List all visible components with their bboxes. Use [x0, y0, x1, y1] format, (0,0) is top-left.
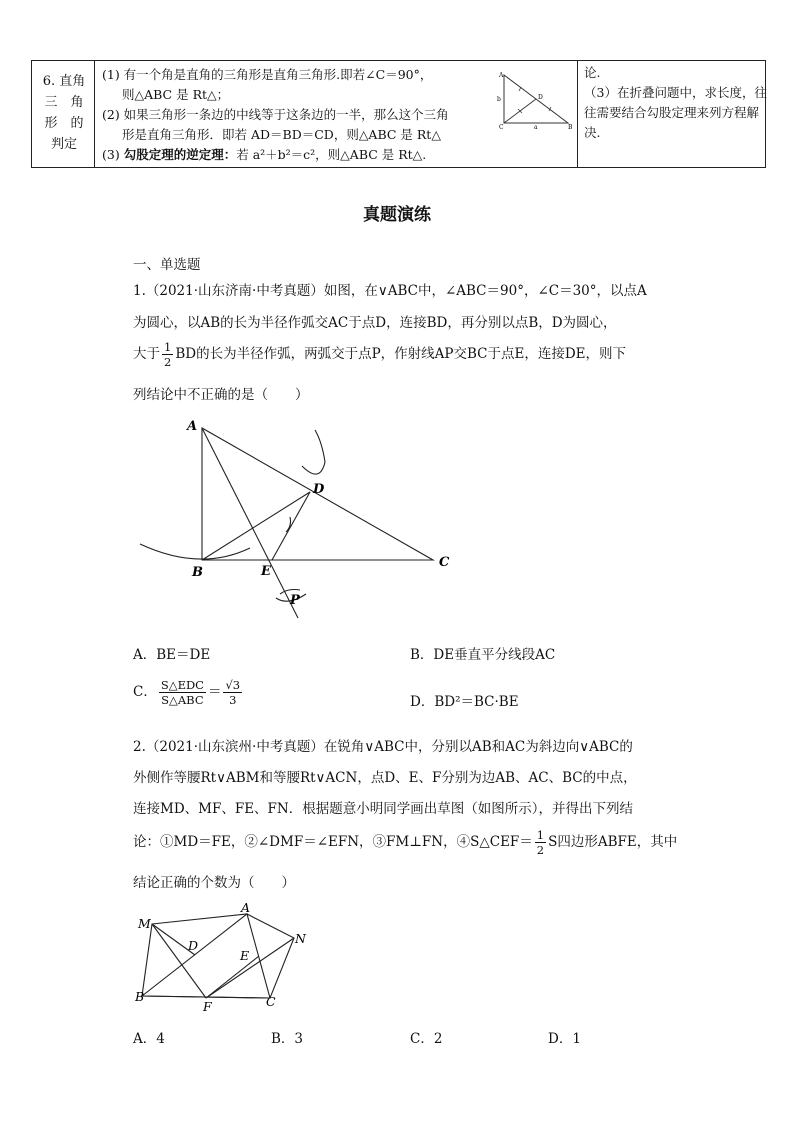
value-den: 3	[229, 693, 237, 707]
svg-text:B: B	[568, 124, 573, 129]
rule-2: (2) 如果三角形一条边的中线等于这条边的一半，那么这个三角	[102, 107, 449, 122]
svg-text:C: C	[499, 124, 504, 129]
label-line: 三 角	[44, 95, 84, 110]
q2-option-c: C．2	[410, 1031, 443, 1047]
optc-prefix: C．	[133, 684, 157, 700]
frac-num: 1	[164, 340, 172, 354]
label-C: C	[439, 555, 450, 570]
rule-3	[102, 145, 426, 165]
note-line: 论.	[584, 65, 601, 80]
note-cell-border	[577, 61, 578, 167]
label-line: 判定	[50, 137, 77, 152]
q1-figure	[130, 412, 460, 627]
half-fraction	[162, 340, 173, 369]
rule-1-cont: 则△ABC 是 Rt△；	[122, 87, 230, 102]
q1-line3-post: BD的长为半径作弧，两弧交于点P，作射线AP交BC于点E，连接DE，则下	[175, 346, 627, 362]
value-num: √3	[225, 678, 241, 692]
q2-line2: 外侧作等腰Rt∨ABM和等腰Rt∨ACN，点D、E、F分别为边AB、AC、BC的中点，	[133, 770, 637, 786]
label-P: P	[290, 593, 300, 608]
q1-option-b: B．DE垂直平分线段AC	[410, 647, 556, 663]
label-C: C	[266, 994, 276, 1009]
q2-option-b: B．3	[271, 1031, 304, 1047]
label-A: A	[241, 900, 251, 915]
rule-2-cont: 形是直角三角形．即若 AD＝BD＝CD，则△ABC 是 Rt△	[122, 127, 441, 142]
q2-line4-pre: 论：①MD＝FE，②∠DMF＝∠EFN，③FM⊥FN，④S△CEF＝	[133, 834, 533, 850]
rule-3-body: 若 a²＋b²＝c²，则△ABC 是 Rt△.	[236, 147, 427, 162]
label-D: D	[188, 938, 199, 953]
q1-line3	[133, 340, 626, 369]
label-E: E	[261, 564, 271, 579]
q2-option-d: D．1	[548, 1031, 581, 1047]
subsection-title: 一、单选题	[133, 257, 201, 273]
rule-3-num: (3)	[102, 147, 120, 162]
svg-text:a: a	[534, 124, 538, 129]
q2-line4-post: S四边形ABFE，其中	[548, 834, 678, 850]
ratio-value	[223, 678, 242, 707]
half-fraction-2	[535, 828, 546, 857]
table-label-cell	[32, 61, 95, 167]
label-line: 形 的	[44, 116, 84, 131]
q2-line4	[133, 828, 677, 857]
q2-line1: 2.（2021·山东滨州·中考真题）在锐角∨ABC中，分别以AB和AC为斜边向∨ABC的	[133, 739, 633, 755]
rule-3-name: 勾股定理的逆定理：	[123, 147, 237, 162]
right-triangle-diagram	[494, 69, 576, 129]
label-B: B	[135, 989, 145, 1004]
rule-1: (1) 有一个角是直角的三角形是直角三角形.即若∠C＝90°，	[102, 67, 433, 82]
frac-den: 2	[164, 355, 172, 369]
q1-line4: 列结论中不正确的是（ ）	[133, 387, 309, 403]
q1-option-c: C． $\frac{\text{S△EDC}}{\text{S△ABC}}$ ＝ $\frac{√3}{3}$	[133, 678, 241, 707]
q2-option-a: A．4	[133, 1031, 165, 1047]
q1-line2: 为圆心，以AB的长为半径作弧交AC于点D，连接BD，再分别以点B，D为圆心，	[133, 315, 617, 331]
ratio-num: S△EDC	[160, 678, 204, 692]
svg-text:A: A	[499, 72, 504, 79]
label-A: A	[187, 419, 198, 434]
q2-line3: 连接MD、MF、FE、FN．根据题意小明同学画出草图（如图所示），并得出下列结	[133, 801, 633, 817]
frac-den: 2	[536, 843, 545, 857]
area-ratio	[159, 678, 206, 707]
label-B: B	[192, 565, 203, 580]
q1-option-a: A．BE＝DE	[133, 647, 211, 663]
note-line: 往需要结合勾股定理来列方程解	[584, 105, 760, 120]
q1-line3-pre: 大于	[133, 346, 160, 362]
label-line: 6. 直角	[42, 74, 86, 89]
note-line: （3）在折叠问题中，求长度，往	[584, 85, 767, 100]
frac-num: 1	[536, 828, 545, 842]
label-D: D	[313, 482, 325, 497]
svg-text:D: D	[538, 94, 543, 101]
note-line: 决.	[584, 125, 601, 140]
label-E: E	[240, 948, 250, 963]
q1-option-d: D．BD²＝BC·BE	[410, 694, 519, 710]
ratio-den: S△ABC	[161, 693, 204, 707]
label-F: F	[203, 999, 212, 1014]
q2-line5: 结论正确的个数为（ ）	[133, 875, 295, 891]
svg-text:b: b	[497, 96, 501, 103]
section-title: 真题演练	[363, 205, 431, 225]
q1-line1: 1.（2021·山东济南·中考真题）如图，在∨ABC中，∠ABC＝90°，∠C＝30°，以点A	[133, 283, 647, 299]
q2-figure	[130, 898, 320, 1016]
label-N: N	[295, 931, 306, 946]
label-M: M	[138, 916, 151, 931]
criteria-table	[31, 60, 766, 168]
